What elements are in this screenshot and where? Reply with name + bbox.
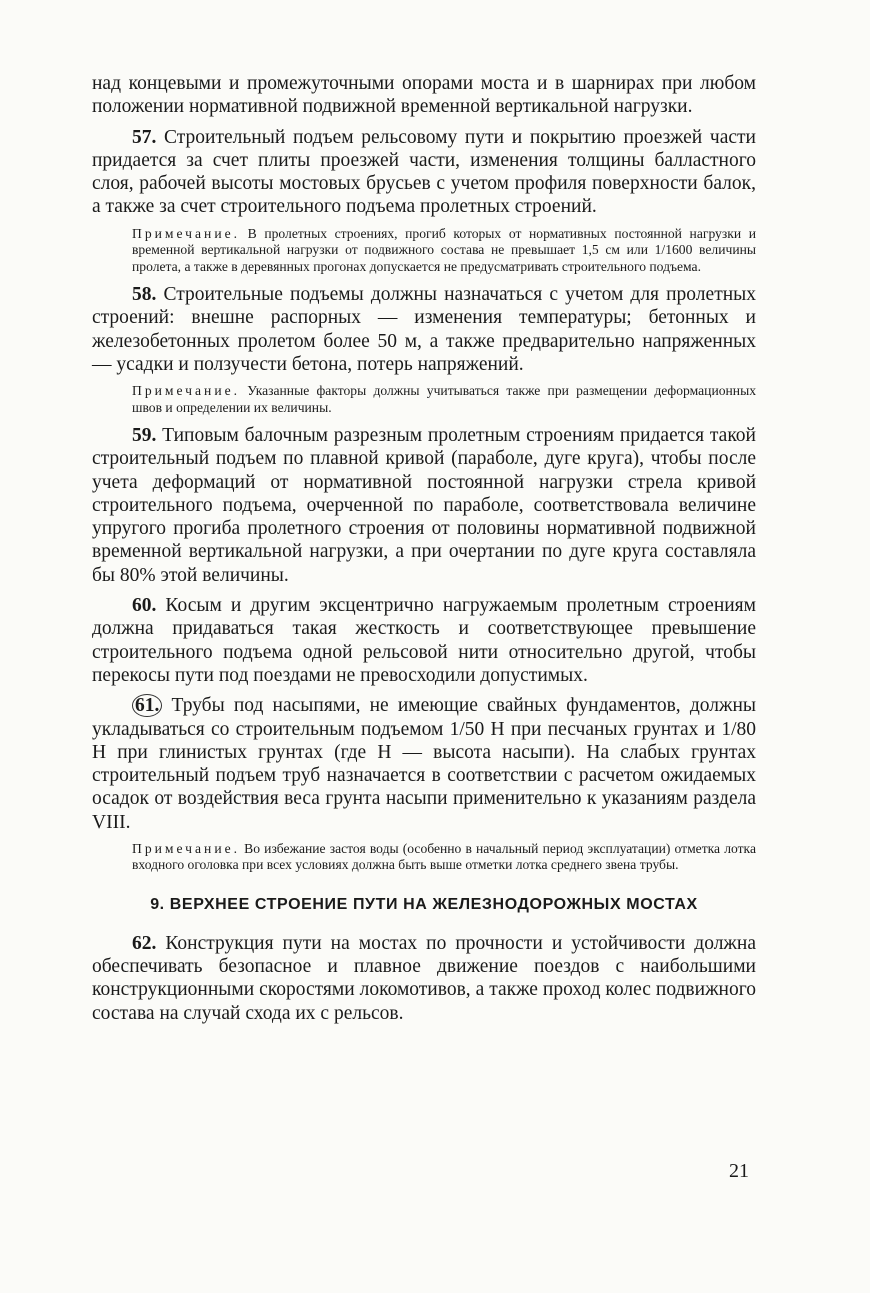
clause-number: 59. — [132, 425, 157, 446]
note-text: В пролетных строениях, прогиб которых от нормативных постоянной нагрузки и временной вертикальной нагрузки от подвижного состава не превышает 1,5 см или 1/1600 величины пролета, а также в деревянных прогонах допускается не предусматривать строительного подъема. — [132, 225, 756, 274]
paragraph-61 — [92, 694, 756, 834]
paragraph-59 — [92, 424, 756, 587]
text-column — [92, 72, 756, 1032]
note-text: Указанные факторы должны учитываться также при размещении деформационных швов и определении их величины. — [132, 383, 756, 415]
paragraph-62 — [92, 932, 756, 1025]
paragraph-text: Типовым балочным разрезным пролетным строениям придается такой строительный подъем по плавной кривой (параболе, дуге круга), чтобы после учета деформаций от нормативной постоянной нагрузки стрела кривой строительного подъема, очерченной по параболе, соответствовала величине упругого прогиба пролетного строения от половины нормативной подвижной временной вертикальной нагрузки, а при очертании по дуге круга составляла бы 80% этой величины. — [92, 425, 756, 586]
paragraph-58 — [92, 283, 756, 376]
note-text: Во избежание застоя воды (особенно в начальный период эксплуатации) отметка лотка входного оголовка при всех условиях должна быть выше отметки лотка среднего звена трубы. — [132, 841, 756, 873]
paragraph-text: Строительный подъем рельсовому пути и покрытию проезжей части придается за счет плиты проезжей части, изменения толщины балластного слоя, рабочей высоты мостовых брусьев с учетом профиля поверхности балок, а также за счет строительного подъема пролетных строений. — [92, 126, 756, 218]
clause-number: 58. — [132, 284, 157, 305]
note-58 — [132, 383, 756, 416]
paragraph-60 — [92, 594, 756, 687]
paragraph-57 — [92, 126, 756, 219]
page-number: 21 — [729, 1160, 749, 1182]
note-label: Примечание. — [132, 841, 241, 857]
clause-number-circled: 61. — [132, 694, 162, 717]
paragraph-text: Конструкция пути на мостах по прочности и устойчивости должна обеспечивать безопасное и плавное движение поездов с наибольшими конструкционными скоростями локомотивов, а также проход колес подвижного состава на случай схода их с рельсов. — [92, 932, 756, 1024]
paragraph-continuation — [92, 72, 756, 119]
note-label: Примечание. — [132, 225, 241, 241]
clause-number: 60. — [132, 595, 157, 617]
note-label: Примечание. — [132, 383, 241, 399]
note-57 — [132, 226, 756, 275]
paragraph-text: Трубы под насыпями, не имеющие свайных фундаментов, должны укладываться со строительным подъемом 1/50 H при песчаных грунтах и 1/80 H при глинистых грунтах (где H — высота насыпи). На слабых грунтах строительный подъем труб назначается в соответствии с расчетом ожидаемых осадок от воздействия веса грунта насыпи применительно к указаниям раздела VIII. — [92, 695, 756, 833]
paragraph-text: над концевыми и промежуточными опорами моста и в шарнирах при любом положении нормативной подвижной временной вертикальной нагрузки. — [92, 73, 756, 118]
note-61 — [132, 841, 756, 874]
section-heading: 9. ВЕРХНЕЕ СТРОЕНИЕ ПУТИ НА ЖЕЛЕЗНОДОРОЖНЫХ МОСТАХ — [150, 895, 698, 913]
paragraph-text: Строительные подъемы должны назначаться с учетом для пролетных строений: внешне распорных — изменения температуры; бетонных и железобетонных пролетом более 50 м, а также предварительно напряженных — усадки и ползучести бетона, потерь напряжений. — [92, 284, 756, 375]
paragraph-text: Косым и другим эксцентрично нагружаемым пролетным строениям должна придаваться такая жесткость и соответствующее превышение строительного подъема одной рельсовой нити относительно другой, чтобы перекосы пути под поездами не превосходили допустимых. — [92, 595, 756, 686]
clause-number: 57. — [132, 126, 157, 148]
clause-number: 62. — [132, 932, 157, 954]
